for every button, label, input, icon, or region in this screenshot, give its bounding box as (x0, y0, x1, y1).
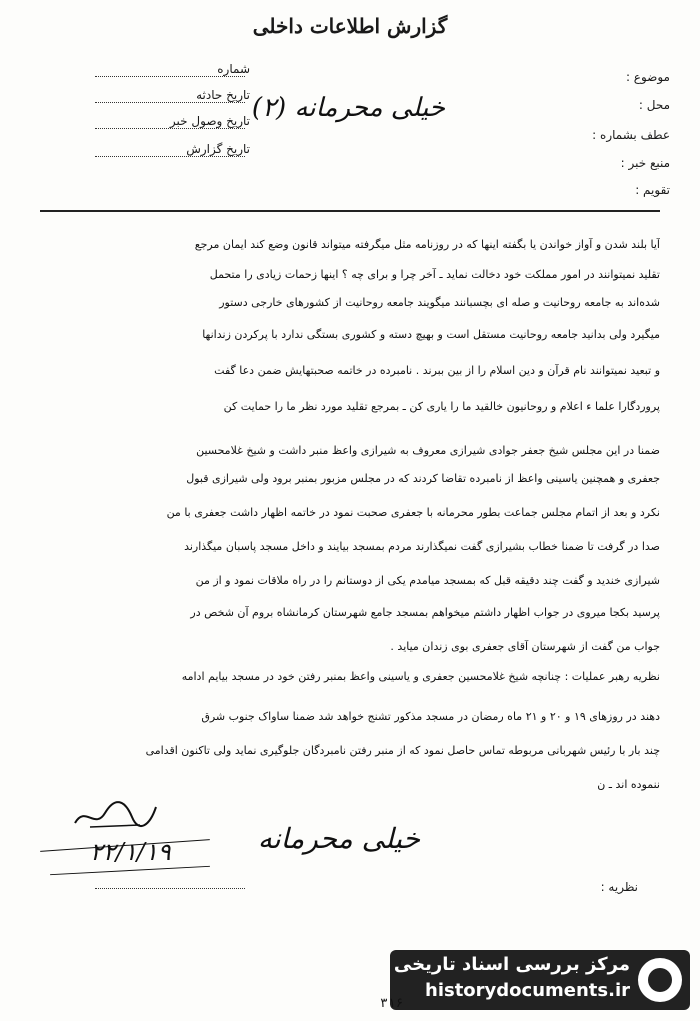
body-line: دهند در روزهای ۱۹ و ۲۰ و ۲۱ ماه رمضان در مسجد مذکور تشنج خواهد شد ضمنا ساواک جنوب شرق (201, 710, 660, 723)
body-line: نکرد و بعد از اتمام مجلس جماعت بطور محرمانه با جعفری صحبت نمود در خاتمه اظهار داشت جعفری با من (166, 506, 660, 519)
body-line: میگیرد ولی بدانید جامعه روحانیت مستقل است و بهیچ دسته و کشوری بستگی ندارد با پرکردن زندانها (202, 328, 660, 341)
body-line: صدا در گرفت تا ضمنا خطاب بشیرازی گفت نمیگذارند مردم بمسجد بیایند و داخل مسجد پاسبان میگذارند (184, 540, 660, 553)
body-line: تقلید نمیتوانند در امور مملکت خود دخالت نماید ـ آخر چرا و برای چه ؟ اینها زحمات زیادی را متحمل (209, 268, 660, 281)
field-incident-date-label: تاریخ حادثه (196, 88, 250, 102)
classification-handwritten: خیلی محرمانه (۲) (251, 93, 445, 123)
signature-date: ۲۲/۱/۱۹ (90, 838, 171, 866)
field-report-date-label: تاریخ گزارش (186, 142, 250, 156)
signature-classification: خیلی محرمانه (257, 822, 420, 855)
field-incident-date-line (95, 102, 245, 103)
field-subject-label: موضوع : (625, 70, 670, 84)
body-line: پروردگارا علما ء اعلام و روحانیون خالقید ما را یاری کن ـ بمرجع تقلید مورد نظر ما را حمایت کن (223, 400, 660, 413)
body-line: شیرازی خندید و گفت چند دقیقه قبل که بمسجد میامدم یکی از دوستانم را در راه ملاقات نمود و از من (195, 574, 660, 587)
document-title: گزارش اطلاعات داخلی (252, 14, 448, 38)
header-divider (40, 210, 660, 212)
field-number-label: شماره (217, 62, 250, 76)
field-reference-label: عطف بشماره : (592, 128, 670, 142)
signature-scribble (70, 795, 160, 839)
footer-opinion-label: نظریه : (600, 880, 638, 894)
archive-logo-icon (638, 958, 682, 1002)
watermark-title: مرکز بررسی اسناد تاریخی (393, 954, 630, 975)
field-number-line (95, 76, 245, 77)
field-source-label: منبع خبر : (620, 156, 670, 170)
field-report-date-line (95, 156, 245, 157)
footer-opinion-line (95, 888, 245, 889)
watermark-url: historydocuments.ir (425, 980, 630, 1001)
field-receipt-date-line (95, 128, 245, 129)
field-calendar-label: تقویم : (635, 183, 670, 197)
body-line: ننموده اند ـ ن (597, 778, 660, 791)
body-line: جواب من گفت از شهرستان آقای جعفری بوی زندان میاید . (390, 640, 660, 653)
body-line: و تبعید نمیتوانند نام قرآن و دین اسلام را از بین ببرند . نامبرده در خاتمه صحبتهایش ضمن دعا گفت (214, 364, 660, 377)
body-line: چند بار با رئیس شهربانی مربوطه تماس حاصل نمود که از منبر رفتن نامبردگان جلوگیری نماید ولی تاکنون اقدامی (145, 744, 660, 757)
field-receipt-date-label: تاریخ وصول خبر (169, 114, 250, 128)
signature-underline (50, 866, 210, 875)
body-line: شده‌اند به جامعه روحانیت و صله ای بچسبانند میگویند جامعه روحانیت از کشورهای خارجی دستور (219, 296, 660, 309)
archive-watermark (390, 950, 690, 1010)
body-line: جعفری و همچنین یاسینی واعظ از نامبرده تقاضا کردند که در مجلس مزبور بمنبر برود ولی شیرازی قبول (186, 472, 660, 485)
body-line: پرسید بکجا میروی در جواب اظهار داشتم میخواهم بمسجد جامع شهرستان کرمانشاه بروم آن شخص در (190, 606, 660, 619)
field-location-label: محل : (638, 98, 670, 112)
document-number: ۳۱۶ (380, 996, 404, 1011)
body-line: نظریه رهبر عملیات : چنانچه شیخ غلامحسین جعفری و یاسینی واعظ بمنبر رفتن خود در مسجد بیایم ادامه (181, 670, 660, 683)
body-line: ضمنا در این مجلس شیخ جعفر جوادی شیرازی معروف به شیرازی واعظ منبر داشت و شیخ غلامحسین (196, 444, 660, 457)
body-line: آیا بلند شدن و آواز خواندن یا بگفته اینها که در روزنامه مثل میگرفته میتواند قانون وضع کند ایمان مرجع (194, 238, 660, 251)
